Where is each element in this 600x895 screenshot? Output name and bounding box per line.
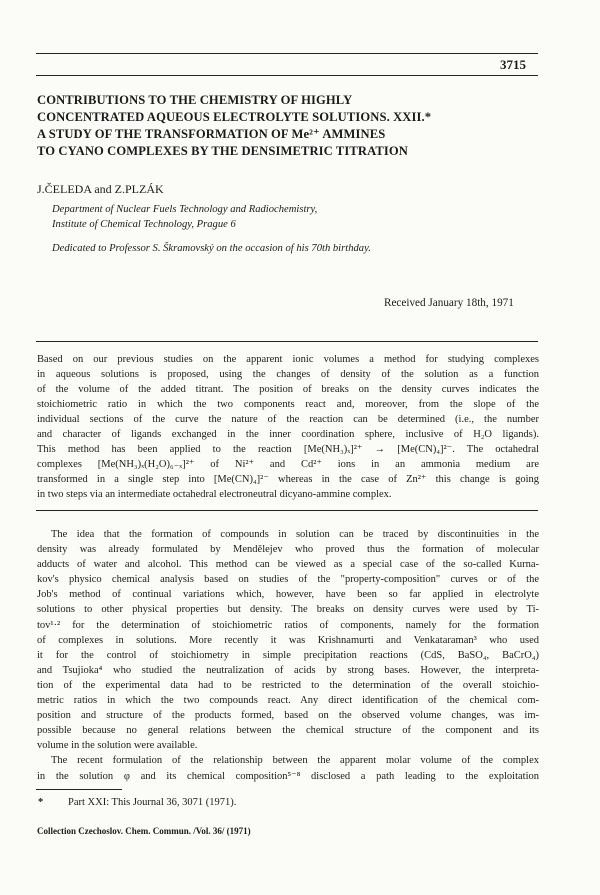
dedication: Dedicated to Professor S. Škramovský on the occasion of his 70th birthday. [52,243,371,254]
body-line: kov's physico chemical analysis based on studies of the "property-composition" curves or of the [37,574,539,586]
footnote-rule [36,789,122,790]
body-line: The idea that the formation of compounds in solution can be traced by discontinuities in the [51,529,539,540]
journal-citation: Collection Czechoslov. Chem. Commun. /Vol. 36/ (1971) [37,826,251,836]
body-line: and Tsujioka⁴ who studied the neutralization of acids by strong bases. However, the interpreta- [37,664,539,676]
body-text [37,527,539,784]
title-line: TO CYANO COMPLEXES BY THE DENSIMETRIC TITRATION [37,144,408,158]
body-line: it for the control of stoichiometry in simple precipitation reactions (CdS, BaSO₄, BaCrO₄) [37,649,539,661]
body-line: possible because no general relations between the chemical structure of the component and its [37,725,539,737]
body-line: volume in the solution were available. [37,740,198,752]
affiliation [52,202,317,232]
affiliation-line: Institute of Chemical Technology, Prague 6 [52,219,236,230]
title-line: CONCENTRATED AQUEOUS ELECTROLYTE SOLUTIONS. XXII.* [37,110,432,124]
abstract-top-rule [36,341,538,342]
abstract-line: individual sections of the curve the nature of the reaction can be determined (i.e., the number [37,414,539,425]
header-rule-lower [36,75,538,76]
abstract-line: stoichiometric ratio in which the two components react and, moreover, from the slope of the [37,399,539,410]
body-line: solutions to other physical properties but density. The breaks on density curves were used by Ti- [37,604,539,616]
body-line: tov¹·² for the determination of stoichiometric ratios of components, namely for the formation [37,619,539,631]
body-line: density was already formulated by Mendělejev who proved thus the formation of molecular [37,544,539,556]
body-line: in the solution φ and its chemical composition⁵⁻⁸ disclosed a path leading to the exploitation [37,770,539,782]
received-date: Received January 18th, 1971 [384,297,514,309]
footnote-text: Part XXI: This Journal 36, 3071 (1971). [68,797,237,808]
abstract-line: This method has been applied to the reaction [Me(NH₃)ₓ]²⁺ → [Me(CN)₄]²⁻. The octahedral [37,444,539,455]
abstract [37,352,539,502]
title-line: CONTRIBUTIONS TO THE CHEMISTRY OF HIGHLY [37,93,353,107]
body-line: adducts of water and alcohol. This method can be viewed as a special case of the so-called Kurna- [37,559,539,571]
footnote [38,797,236,808]
page-number: 3715 [500,57,526,72]
body-line: position and structure of the products formed, based on the observed volume changes, was im- [37,710,539,722]
body-line: metric ratios in which the two compounds react. Any direct identification of the chemical com- [37,695,539,707]
abstract-line: complexes [Me(NH₃)ₓ(H₂O)₆₋ₓ]²⁺ of Ni²⁺ and Cd²⁺ ions in an ammonia medium are [37,459,539,470]
abstract-line: and character of ligands exchanged in the inner coordination sphere, inclusive of H₂O ligands). [37,429,539,440]
body-line: The recent formulation of the relationship between the apparent molar volume of the complex [51,755,539,767]
abstract-line: in aqueous solutions is proposed, using the changes of density of the solution as a function [37,369,539,380]
affiliation-line: Department of Nuclear Fuels Technology and Radiochemistry, [52,204,318,215]
authors: J.ČELEDA and Z.PLZÁK [37,182,164,196]
abstract-line: of the volume of the added titrant. The position of breaks on the density curves indicates the [37,384,539,395]
abstract-line: Based on our previous studies on the apparent ionic volumes a method for studying complexes [37,354,539,365]
body-line: Job's method of continual variations which, however, have been so far applied in electrolyte [37,589,539,601]
abstract-line: transformed in a single step into [Me(CN)₄]²⁻ whereas in the case of Zn²⁺ this change is going [37,474,539,485]
body-line: of complexes in solutions. More recently it was Krishnamurti and Venkataraman³ who used [37,634,539,646]
article-title [37,92,547,160]
footnote-mark: * [38,797,44,808]
abstract-line: in two steps via an intermediate octahedral electroneutral dicyano-ammine complex. [37,489,392,500]
header-rule [36,53,538,54]
abstract-bottom-rule [36,510,538,511]
body-line: tion of the experimental data had to be restricted to the determination of the overall stoichio- [37,679,539,691]
title-line: A STUDY OF THE TRANSFORMATION OF Me²⁺ AMMINES [37,127,386,141]
